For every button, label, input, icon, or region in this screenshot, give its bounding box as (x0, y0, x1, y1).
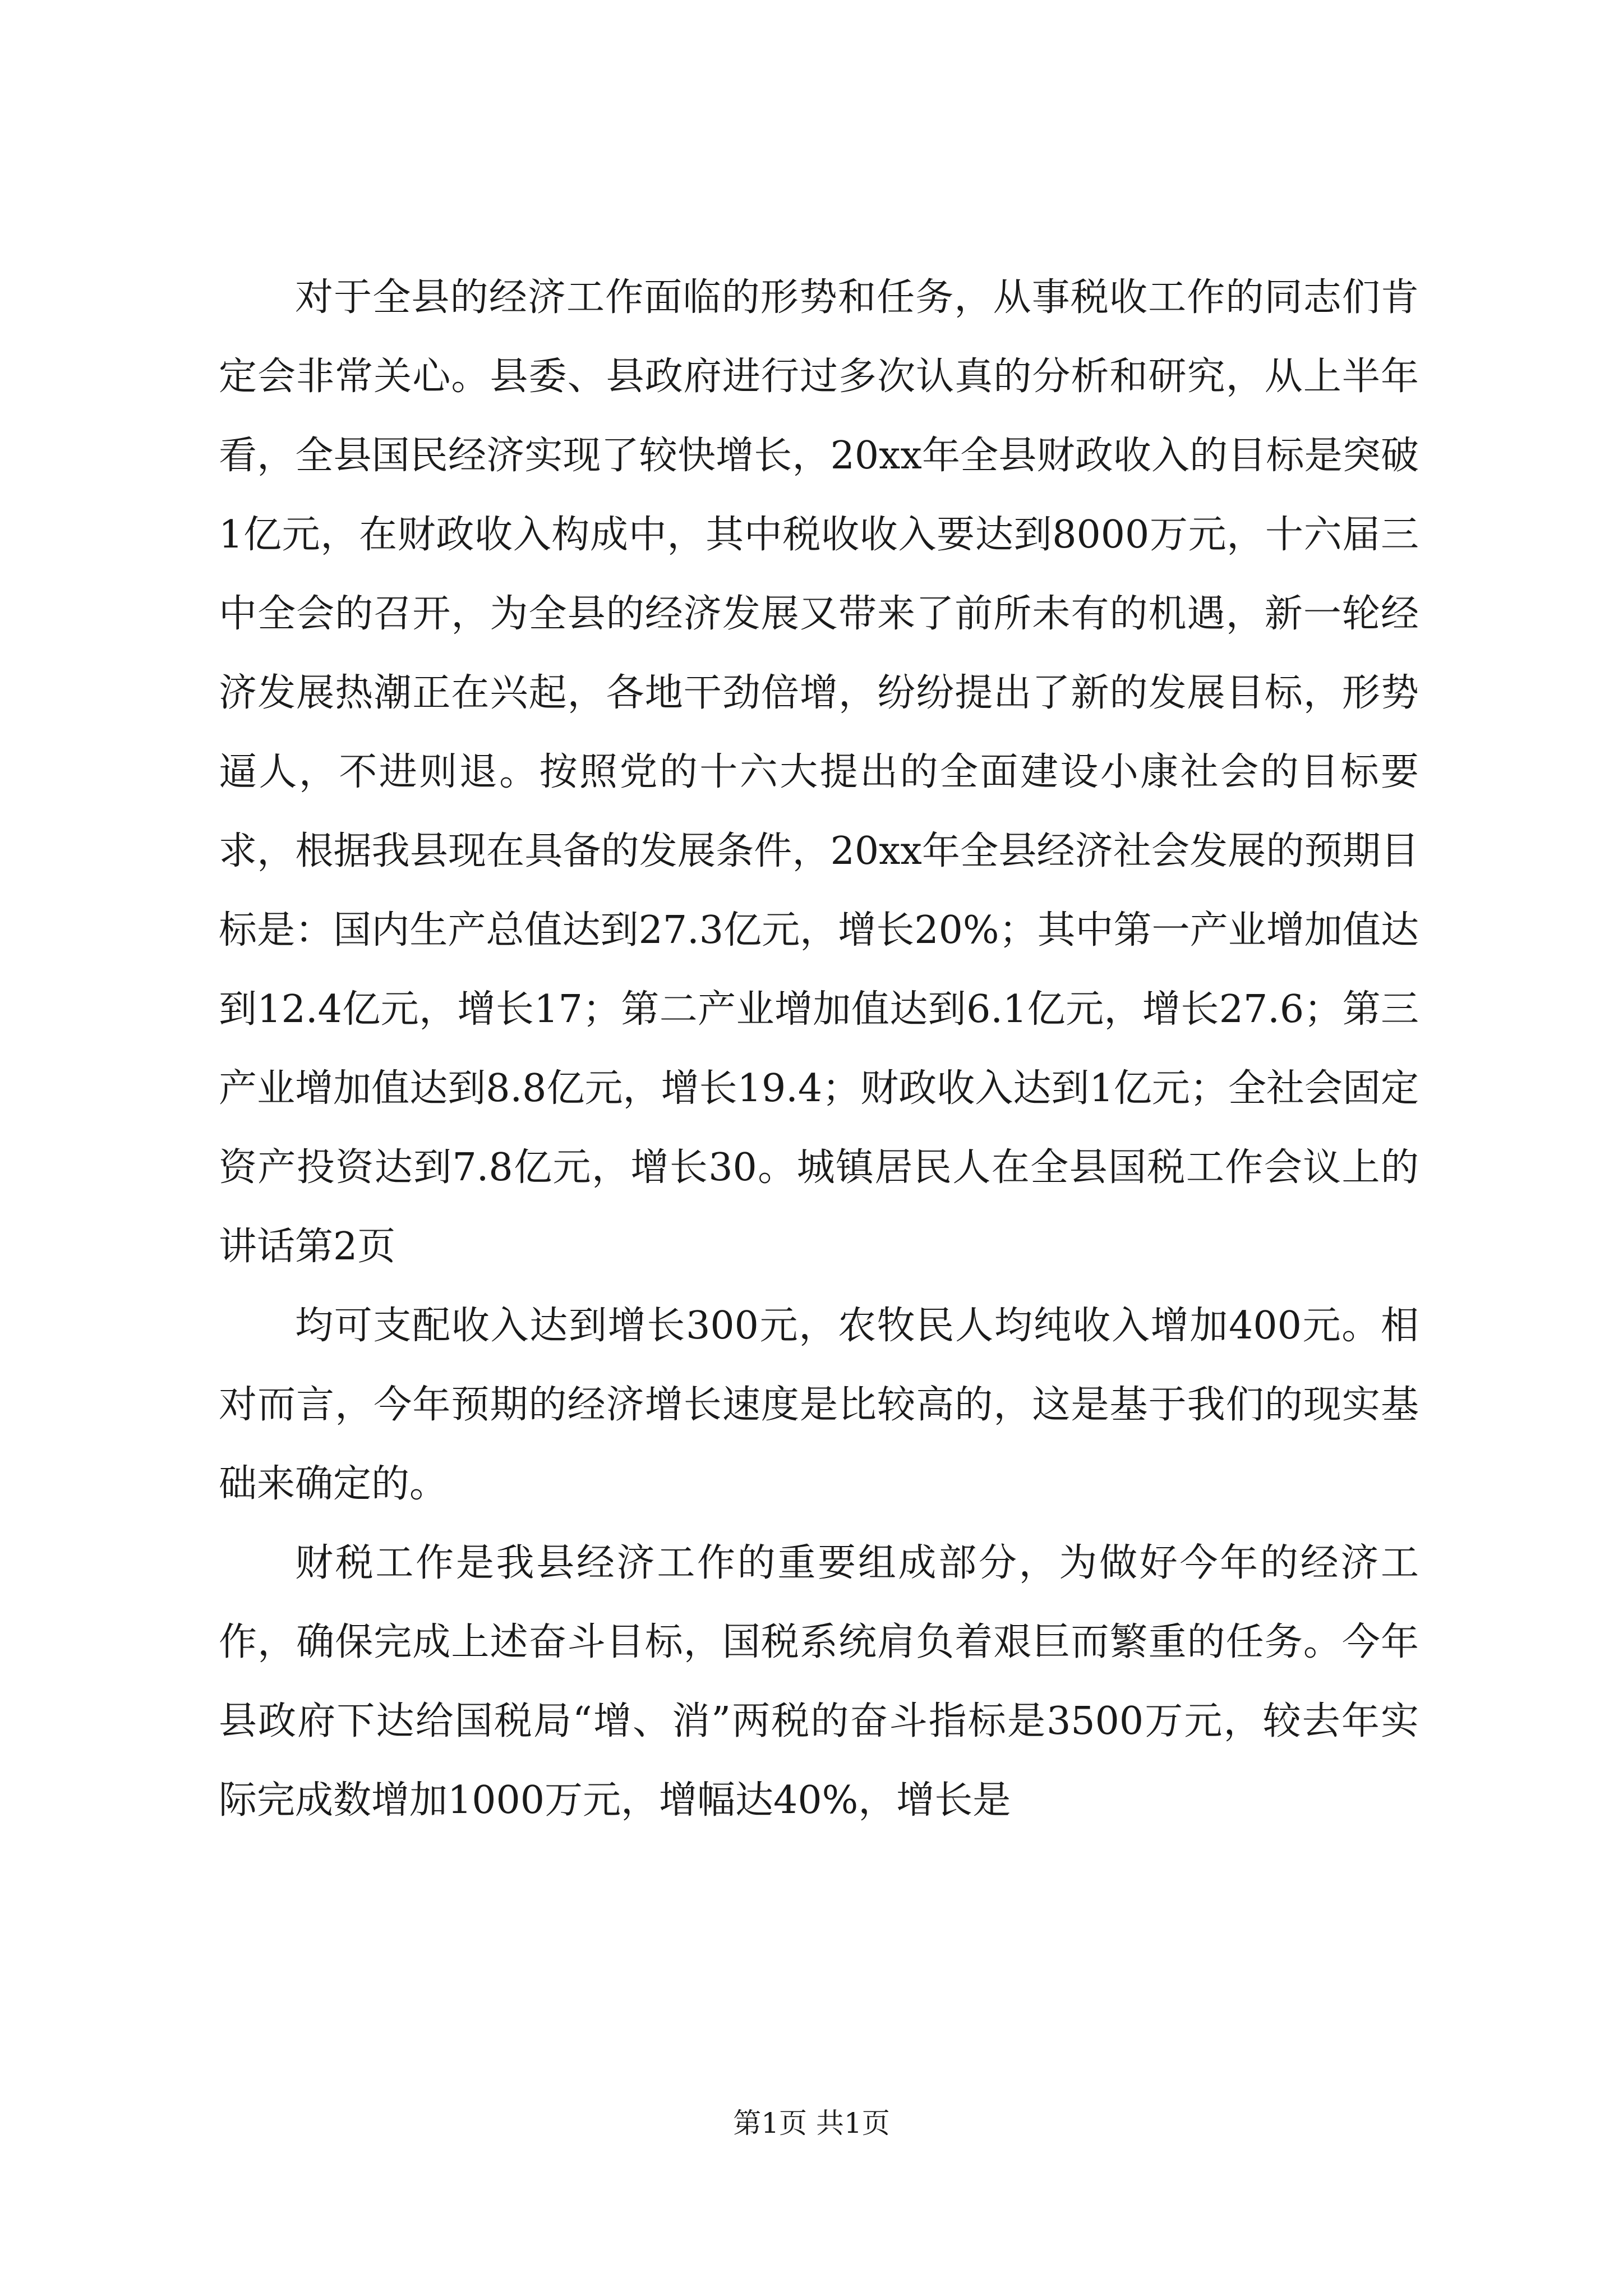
paragraph: 均可支配收入达到增长300元，农牧民人均纯收入增加400元。相对而言，今年预期的经济增长速度是比较高的，这是基于我们的现实基础来确定的。 (219, 1304, 1419, 1506)
paragraph: 对于全县的经济工作面临的形势和任务，从事税收工作的同志们肯定会非常关心。县委、县政府进行过多次认真的分析和研究，从上半年看，全县国民经济实现了较快增长，20xx年全县财政收入的目标是突破1亿元，在财政收入构成中，其中税收收入要达到8000万元，十六届三中全会的召开，为全县的经济发展又带来了前所未有的机遇，新一轮经济发展热潮正在兴起，各地干劲倍增，纷纷提出了新的发展目标，形势逼人，不进则退。按照党的十六大提出的全面建设小康社会的目标要求，根据我县现在具备的发展条件，20xx年全县经济社会发展的预期目标是：国内生产总值达到27.3亿元，增长20%；其中第一产业增加值达到12.4亿元，增长17；第二产业增加值达到6.1亿元，增长27.6；第三产业增加值达到8.8亿元，增长19.4；财政收入达到1亿元；全社会固定资产投资达到7.8亿元，增长30。城镇居民人在全县国税工作会议上的讲话第2页 (219, 275, 1419, 1269)
document-body (219, 258, 1419, 1840)
paragraph: 财税工作是我县经济工作的重要组成部分，为做好今年的经济工作，确保完成上述奋斗目标，国税系统肩负着艰巨而繁重的任务。今年县政府下达给国税局“增、消”两税的奋斗指标是3500万元，较去年实际完成数增加1000万元，增幅达40%，增长是 (219, 1541, 1419, 1823)
page-footer: 第1页 共1页 (733, 2107, 890, 2139)
